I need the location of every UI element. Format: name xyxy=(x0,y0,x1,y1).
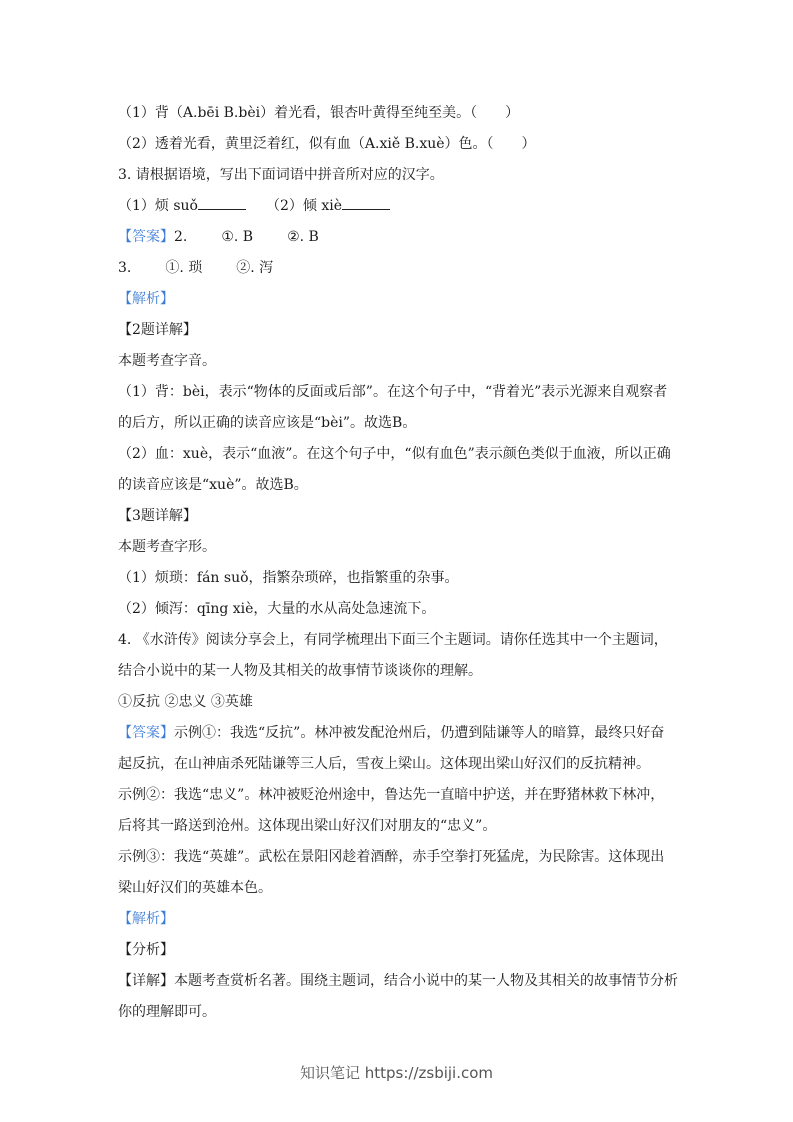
analysis-4-fenxi: 【分析】 xyxy=(118,942,174,958)
answer-q3-b: ②. 泻 xyxy=(236,260,274,276)
answer-tag: 【答案】 xyxy=(118,229,174,245)
answer-4-ex1-text: 示例①：我选“反抗”。林冲被发配沧州后，仍遭到陆谦等人的暗算，最终只好奋起反抗，在山神庙杀死陆谦等三人后，雪夜上梁山。这体现出梁山好汉们的反抗精神。 xyxy=(118,725,665,772)
q3-detail-p2: （2）倾泻：qīng xiè，大量的水从高处急速流下。 xyxy=(118,601,436,617)
detail-tag: 【详解】 xyxy=(118,973,174,989)
q2-detail-heading: 【2题详解】 xyxy=(118,322,197,338)
answer-q2-a: ①. B xyxy=(221,229,254,245)
answer-4-ex2: 示例②：我选“忠义”。林冲被贬沧州途中，鲁达先一直暗中护送，并在野猪林救下林冲，后将其一路送到沧州。这体现出梁山好汉们对朋友的“忠义”。 xyxy=(118,787,665,834)
q4-options: ①反抗 ②忠义 ③英雄 xyxy=(118,694,253,710)
answer-blank xyxy=(342,197,390,210)
q2-detail-intro: 本题考查字音。 xyxy=(118,353,216,369)
q3-item-1: （1）烦 suǒ xyxy=(118,198,198,214)
q2-detail-p1: （1）背：bèi，表示“物体的反面或后部”。在这个句子中，“背着光”表示光源来自观察者的后方，所以正确的读音应该是“bèi”。故选B。 xyxy=(118,384,668,431)
analysis-4-detail xyxy=(118,966,678,1028)
analysis-tag: 【解析】 xyxy=(118,291,174,307)
footer-watermark: 知识笔记 https://zsbiji.com xyxy=(299,1064,494,1082)
answer-tag: 【答案】 xyxy=(118,725,174,741)
q3-detail-intro: 本题考查字形。 xyxy=(118,539,216,555)
q3-items xyxy=(118,191,678,222)
q2-detail-p2: （2）血：xuè，表示“血液”。在这个句子中，“似有血色”表示颜色类似于血液，所以正确的读音应该是“xuè”。故选B。 xyxy=(118,446,671,493)
document-body xyxy=(118,98,678,1028)
answer-3 xyxy=(118,253,678,284)
answer-4-ex3: 示例③：我选“英雄”。武松在景阳冈趁着酒醉，赤手空拳打死猛虎，为民除害。这体现出梁山好汉们的英雄本色。 xyxy=(118,849,665,896)
q2-item-2: （2）透着光看，黄里泛着红，似有血（A.xiě B.xuè）色。（ ） xyxy=(118,136,536,152)
answer-blank xyxy=(198,197,246,210)
answer-q2-num: 2. xyxy=(174,229,188,245)
q4-stem: 4. 《水浒传》阅读分享会上，有同学梳理出下面三个主题词。请你任选其中一个主题词，结合小说中的某一人物及其相关的故事情节谈谈你的理解。 xyxy=(118,632,668,679)
q3-item-2: （2）倾 xiè xyxy=(266,198,343,214)
q3-detail-heading: 【3题详解】 xyxy=(118,508,197,524)
answer-q3-num: 3. xyxy=(118,260,132,276)
q2-item-1: （1）背（A.bēi B.bèi）着光看，银杏叶黄得至纯至美。（ ） xyxy=(118,105,520,121)
answer-4-ex1 xyxy=(118,718,678,780)
q3-detail-p1: （1）烦琐：fán suǒ，指繁杂琐碎，也指繁重的杂事。 xyxy=(118,570,459,586)
answer-q2-b: ②. B xyxy=(287,229,319,245)
analysis-4-tag: 【解析】 xyxy=(118,911,174,927)
answer-2-3 xyxy=(118,222,678,253)
q3-stem: 3. 请根据语境，写出下面词语中拼音所对应的汉字。 xyxy=(118,167,444,183)
detail-text: 本题考查赏析名著。围绕主题词，结合小说中的某一人物及其相关的故事情节分析你的理解即可。 xyxy=(118,973,678,1020)
answer-q3-a: ①. 琐 xyxy=(165,260,203,276)
